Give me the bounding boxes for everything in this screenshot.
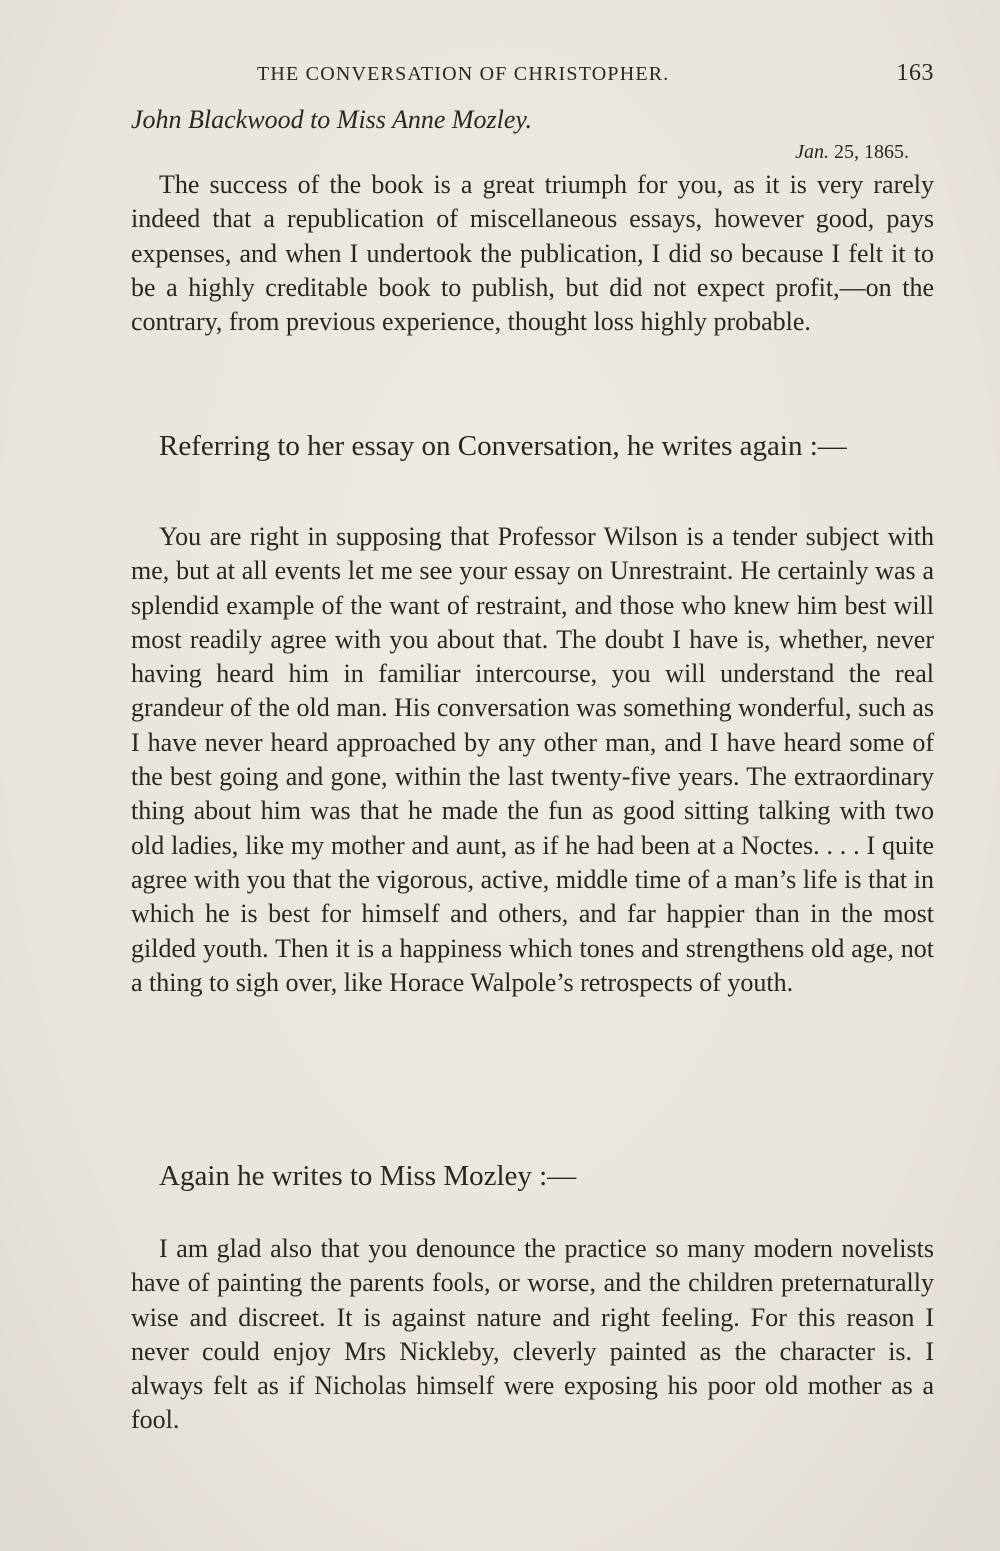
letter-date-rest: 25, 1865.: [834, 141, 909, 163]
letter-paragraph-3: I am glad also that you denounce the practice so many modern novelists have of painting the parents fools, or worse, and the children preternaturally wise and discreet. It is against nature and right feeling. For this reason I never could enjoy Mrs Nickleby, cleverly painted as the character is. I always felt as if Nicholas himself were exposing his poor old mother as a fool.: [131, 1234, 934, 1435]
narrative-paragraph-2: Again he writes to Miss Mozley :—: [159, 1160, 577, 1192]
narrative-paragraph-1: Referring to her essay on Conversation, he writes again :—: [159, 430, 847, 462]
letter-paragraph-1: The success of the book is a great triumph for you, as it is very rarely indeed that a republication of miscellaneous essays, however good, pays expenses, and when I undertook the publication, I did so because I felt it to be a highly creditable book to publish, but did not expect profit,—on the contrary, from previous experience, thought loss highly probable.: [131, 170, 934, 337]
running-head: [131, 60, 934, 104]
letter-heading: John Blackwood to Miss Anne Mozley.: [131, 105, 533, 134]
letter-paragraph-2: You are right in supposing that Professor Wilson is a tender subject with me, but at all events let me see your essay on Unrestraint. He certainly was a splendid example of the want of restraint, and those who knew him best will most readily agree with you about that. The doubt I have is, whether, never having heard him in familiar intercourse, you will understand the real grandeur of the old man. His conversation was something wonderful, such as I have never heard approached by any other man, and I have heard some of the best going and gone, within the last twenty-five years. The extraordinary thing about him was that he made the fun as good sitting talking with two old ladies, like my mother and aunt, as if he had been at a Noctes. . . . I quite agree with you that the vigorous, active, middle time of a man’s life is that in which he is best for himself and others, and far happier than in the most gilded youth. Then it is a happiness which tones and strengthens old age, not a thing to sigh over, like Horace Walpole’s retrospects of youth.: [131, 522, 934, 997]
running-title: THE CONVERSATION OF CHRISTOPHER.: [257, 63, 670, 85]
letter-date-month: Jan.: [795, 141, 829, 163]
text-block: [131, 60, 934, 1438]
page-number: 163: [896, 60, 934, 86]
letter-date: [131, 138, 909, 168]
